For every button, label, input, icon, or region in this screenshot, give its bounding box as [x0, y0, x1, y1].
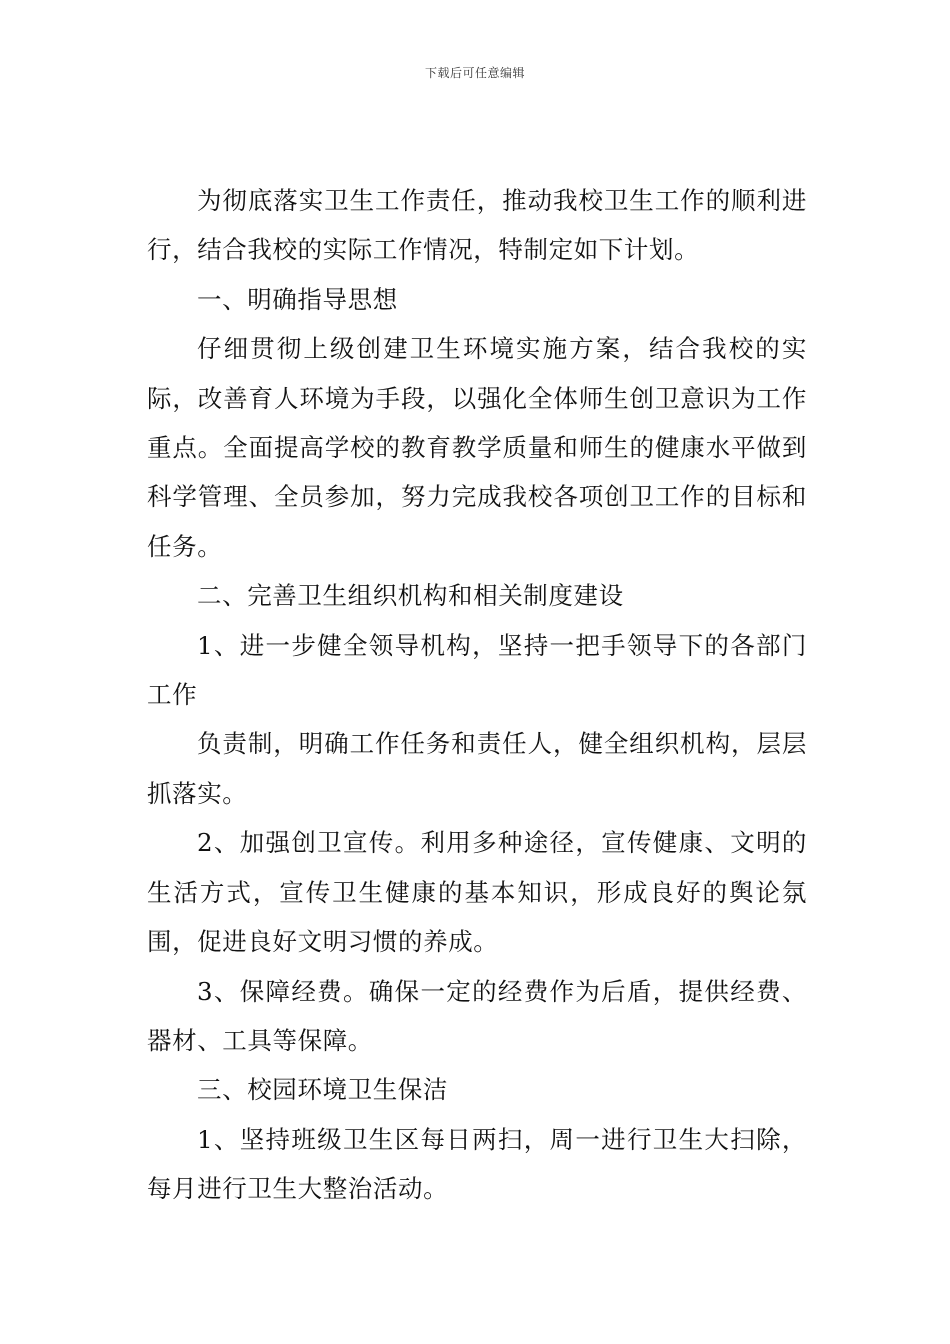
document-body [147, 176, 807, 1214]
section-2-item-2: 2、加强创卫宣传。利用多种途径，宣传健康、文明的生活方式，宣传卫生健康的基本知识，形成良好的舆论氛围，促进良好文明习惯的养成。 [147, 828, 807, 957]
section-heading-3: 三、校园环境卫生保洁 [197, 1075, 448, 1105]
section-1-paragraph: 仔细贯彻上级创建卫生环境实施方案，结合我校的实际，改善育人环境为手段，以强化全体师生创卫意识为工作重点。全面提高学校的教育教学质量和师生的健康水平做到科学管理、全员参加，努力完成我校各项创卫工作的目标和任务。 [147, 334, 807, 561]
section-2-item-1: 1、进一步健全领导机构，坚持一把手领导下的各部门工作 [147, 630, 807, 710]
section-heading-1: 一、明确指导思想 [197, 284, 398, 314]
section-2-item-1-continued: 负责制，明确工作任务和责任人，健全组织机构，层层抓落实。 [147, 729, 807, 808]
section-3-item-1: 1、坚持班级卫生区每日两扫，周一进行卫生大扫除，每月进行卫生大整治活动。 [147, 1124, 807, 1204]
page-header: 下载后可任意编辑 [424, 66, 525, 80]
section-2-item-3: 3、保障经费。确保一定的经费作为后盾，提供经费、器材、工具等保障。 [147, 976, 807, 1055]
intro-paragraph: 为彻底落实卫生工作责任，推动我校卫生工作的顺利进行，结合我校的实际工作情况，特制定如下计划。 [147, 186, 807, 265]
section-heading-2: 二、完善卫生组织机构和相关制度建设 [197, 581, 624, 611]
